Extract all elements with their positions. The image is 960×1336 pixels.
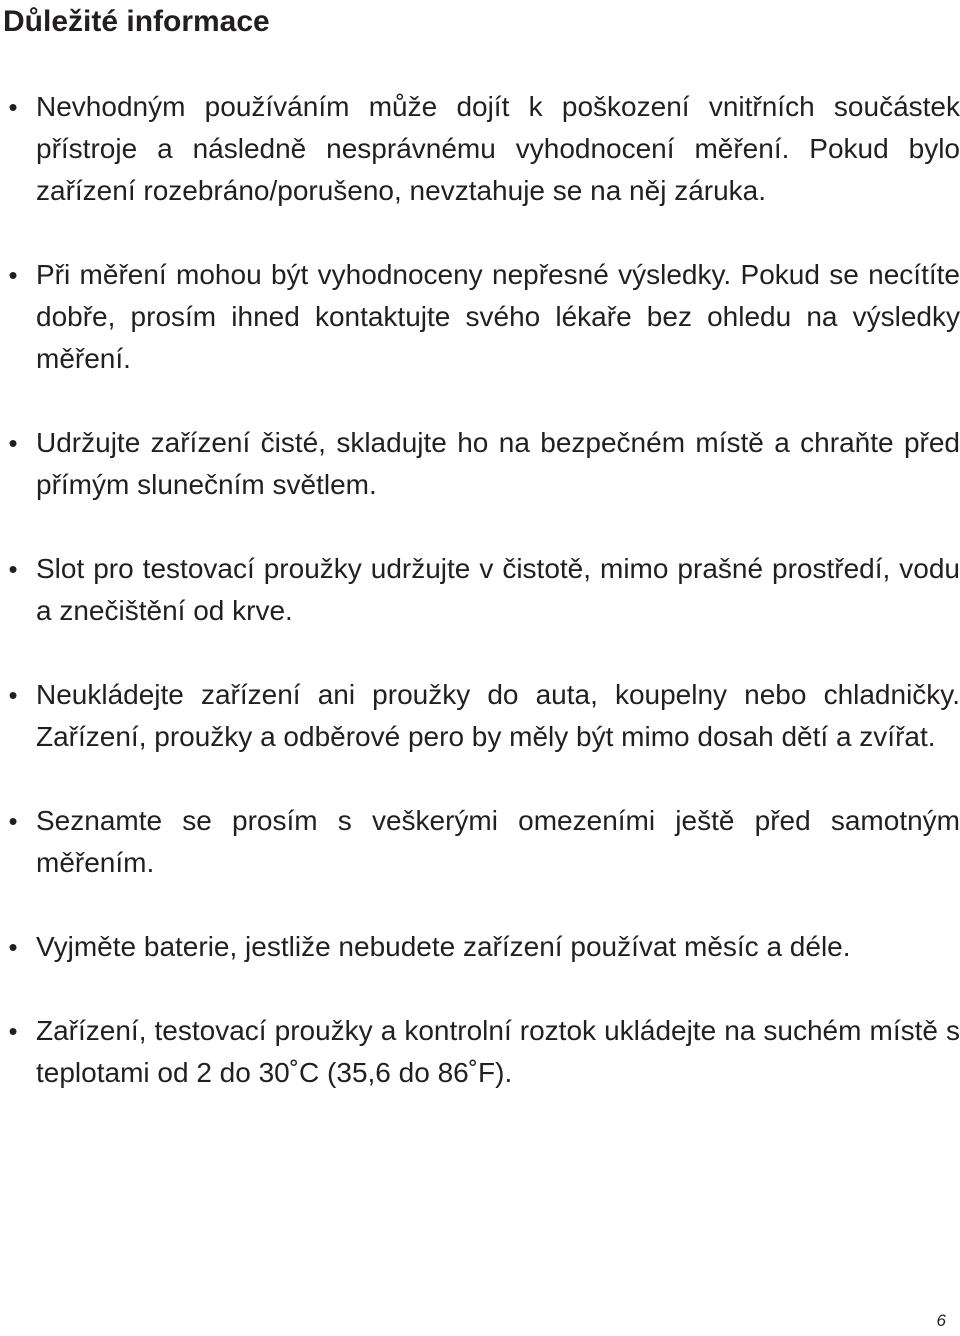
- bullet-icon: •: [8, 554, 18, 584]
- list-item-text: Vyjměte baterie, jestliže nebudete zařízení používat měsíc a déle.: [36, 931, 851, 962]
- list-item-text: Nevhodným používáním může dojít k poškození vnitřních součástek přístroje a následně nesprávnému vyhodnocení měření. Pokud bylo zařízení rozebráno/porušeno, nevztahuje se na něj záruka.: [36, 91, 960, 206]
- list-item: [0, 548, 960, 632]
- bullet-icon: •: [8, 260, 18, 290]
- list-item: [0, 800, 960, 884]
- page-number: 6: [936, 1311, 946, 1330]
- bullet-icon: •: [8, 1016, 18, 1046]
- list-item: [0, 1010, 960, 1094]
- list-item: [0, 674, 960, 758]
- important-information-list: [0, 86, 960, 1136]
- list-item-text: Udržujte zařízení čisté, skladujte ho na bezpečném místě a chraňte před přímým slunečním světlem.: [36, 427, 960, 500]
- list-item: [0, 422, 960, 506]
- list-item: [0, 926, 960, 968]
- page-title: Důležité informace: [3, 5, 270, 38]
- list-item-text: Seznamte se prosím s veškerými omezeními ještě před samotným měřením.: [36, 805, 960, 878]
- bullet-icon: •: [8, 680, 18, 710]
- list-item-text: Neukládejte zařízení ani proužky do auta, koupelny nebo chladničky. Zařízení, proužky a odběrové pero by měly být mimo dosah dětí a zvířat.: [36, 679, 960, 752]
- bullet-icon: •: [8, 428, 18, 458]
- list-item-text: Při měření mohou být vyhodnoceny nepřesné výsledky. Pokud se necítíte dobře, prosím ihned kontaktujte svého lékaře bez ohledu na výsledky měření.: [36, 259, 960, 374]
- list-item: [0, 254, 960, 380]
- bullet-icon: •: [8, 806, 18, 836]
- bullet-icon: •: [8, 932, 18, 962]
- list-item-text: Zařízení, testovací proužky a kontrolní roztok ukládejte na suchém místě s teplotami od 2 do 30˚C (35,6 do 86˚F).: [36, 1015, 960, 1088]
- list-item-text: Slot pro testovací proužky udržujte v čistotě, mimo prašné prostředí, vodu a znečištění od krve.: [36, 553, 960, 626]
- bullet-icon: •: [8, 92, 18, 122]
- list-item: [0, 86, 960, 212]
